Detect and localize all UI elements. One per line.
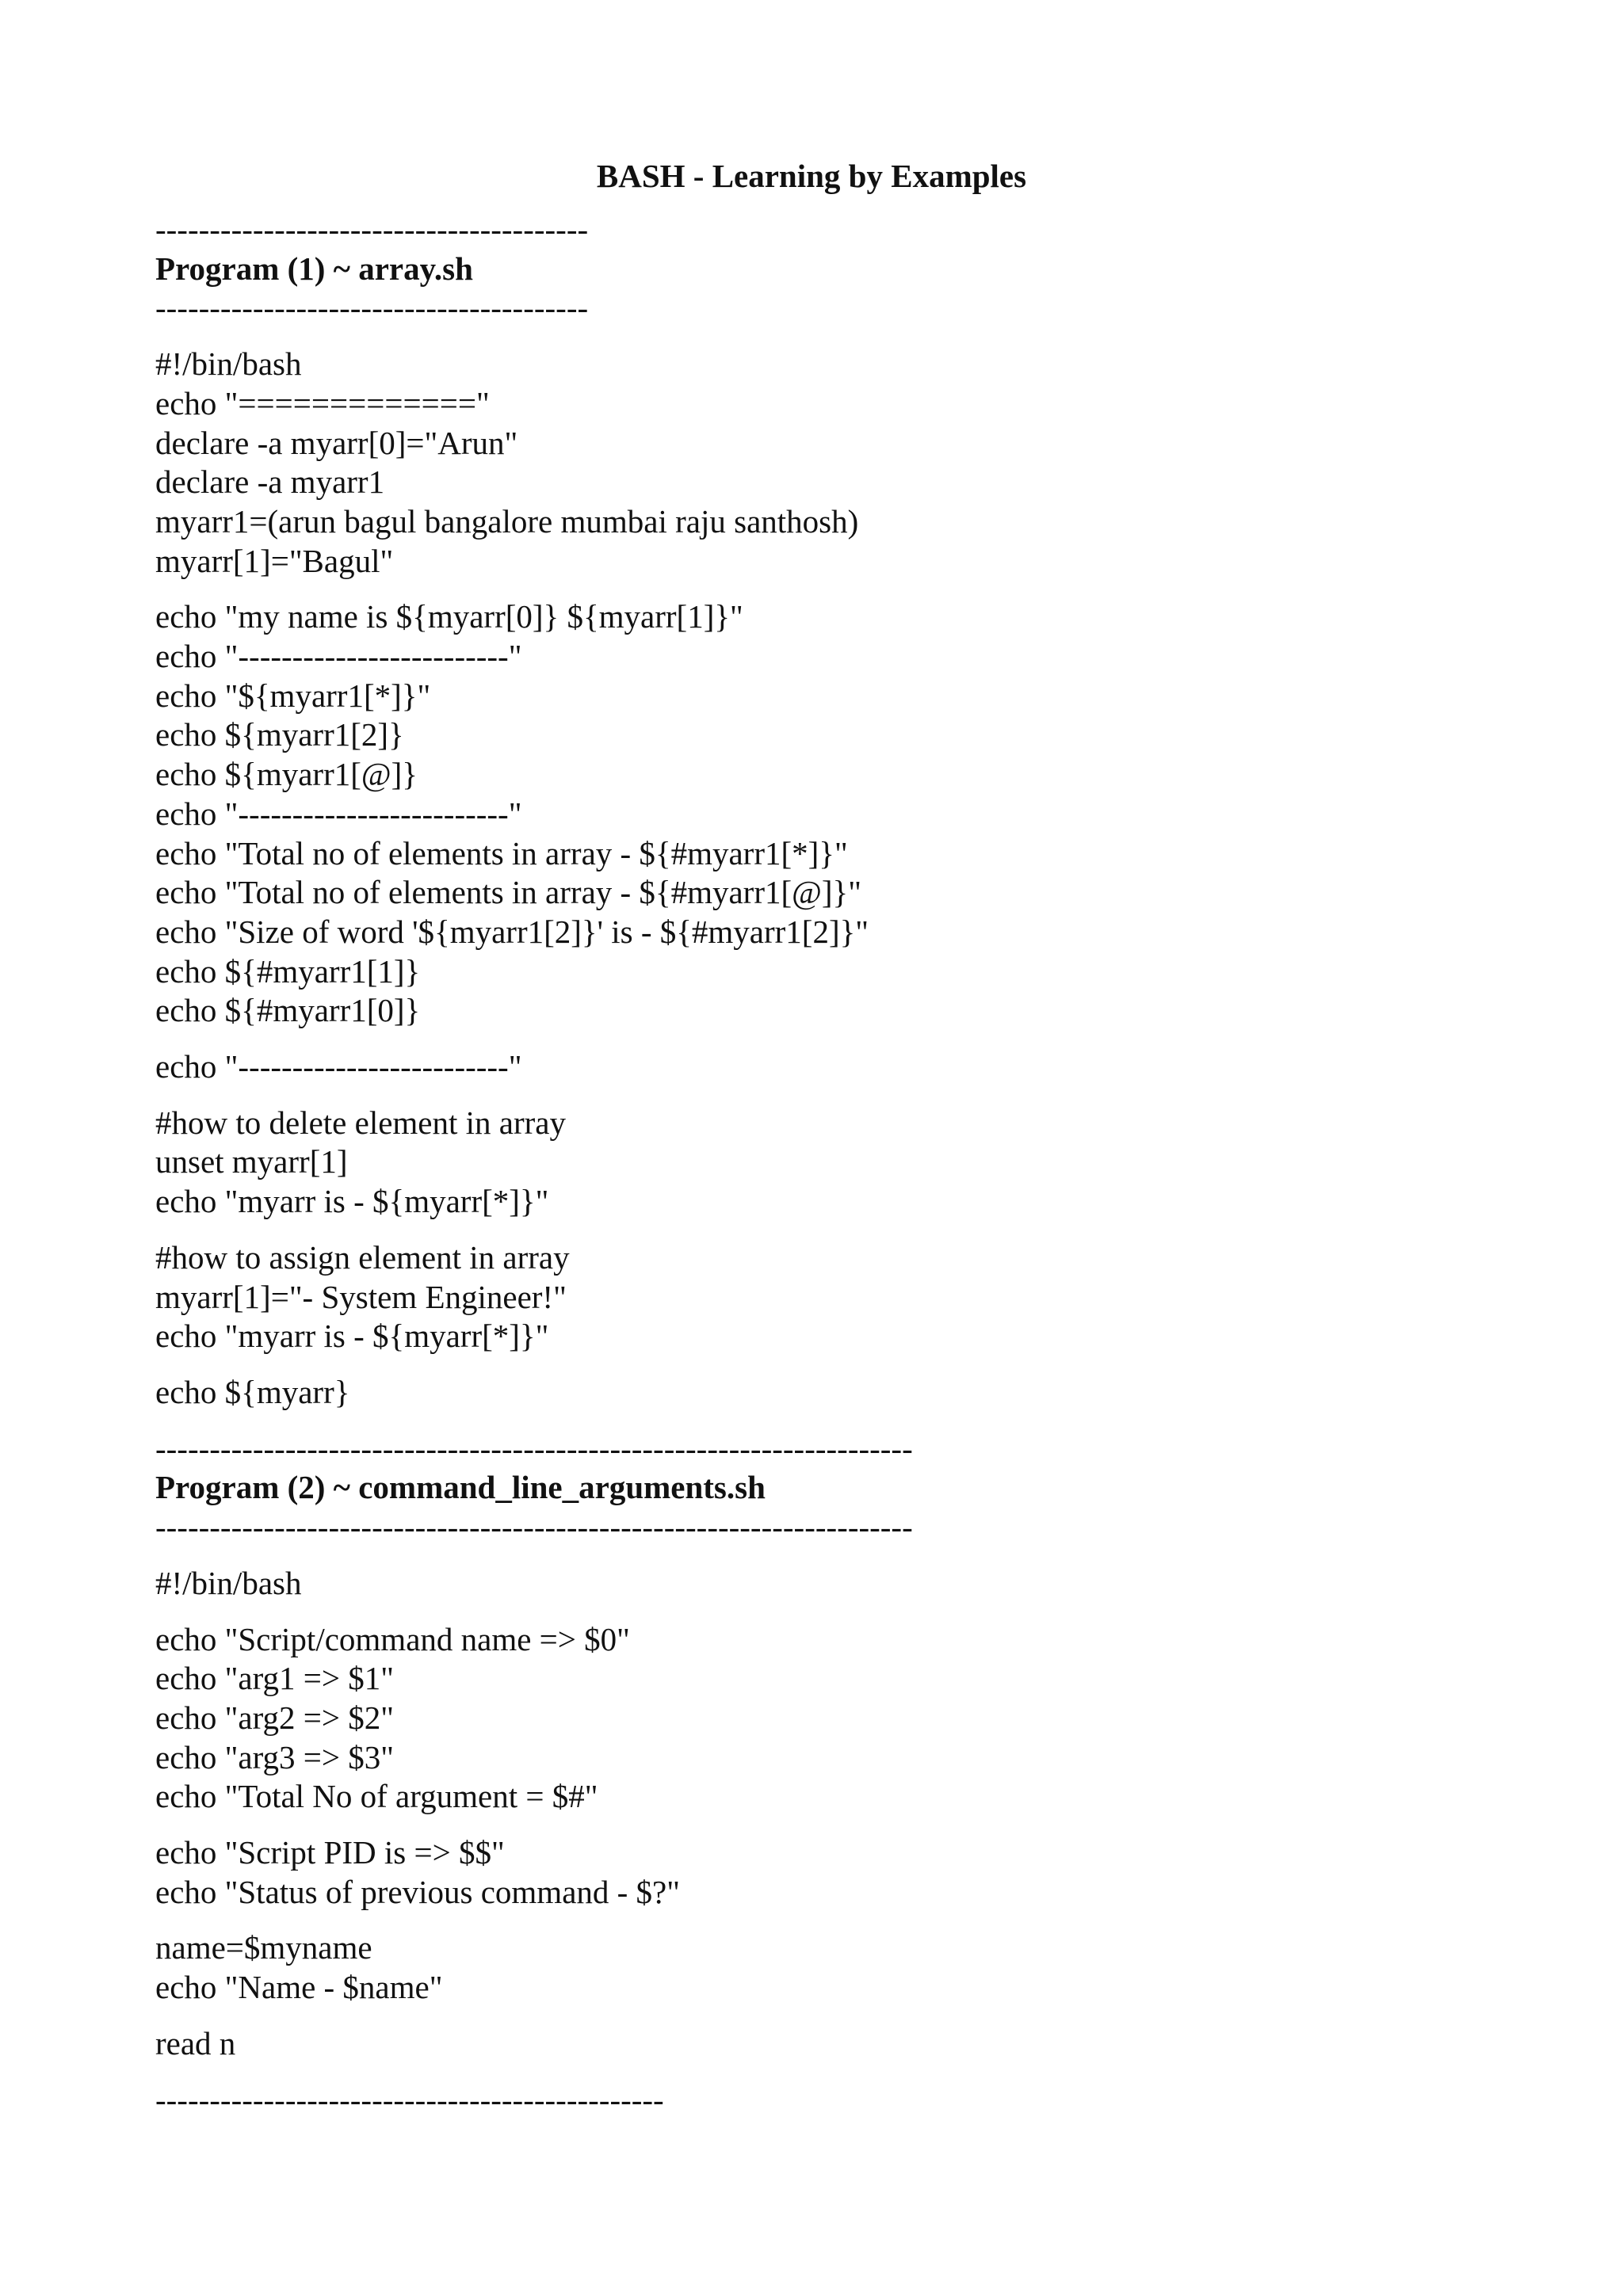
code-line: unset myarr[1] [155,1143,348,1180]
code-line: echo "Total no of elements in array - ${#myarr1[*]}" [155,834,848,871]
code-line: echo ${myarr} [155,1373,350,1410]
code-line: echo "arg1 => $1" [155,1660,394,1697]
section-heading: Program (2) ~ command_line_arguments.sh [155,1469,766,1506]
block-gap [155,1413,1503,1429]
section-heading: Program (1) ~ array.sh [155,250,473,287]
code-line: echo "Name - $name" [155,1969,443,2006]
block-gap [155,1817,1503,1833]
code-block [155,1928,1503,2007]
code-line: #how to delete element in array [155,1104,566,1141]
code-line: declare -a myarr1 [155,463,385,501]
block-gap [155,328,1503,345]
code-block [155,1620,1503,1817]
document-body [155,210,1503,2119]
code-block [155,597,1503,1031]
code-block [155,345,1503,581]
code-line: #how to assign element in array [155,1238,570,1276]
code-line: echo "Total no of elements in array - ${#myarr1[@]}" [155,874,861,911]
block-gap [155,1222,1503,1238]
code-line: echo "Size of word '${myarr1[2]}' is - ${#myarr1[2]}" [155,913,869,950]
code-line: echo "-------------------------" [155,638,522,675]
code-line: echo "-------------------------" [155,1048,522,1085]
block-gap [155,2064,1503,2081]
block-gap [155,1356,1503,1373]
code-block [155,1564,1503,1604]
closing-rule: ----------------------------------------------- [155,2081,664,2118]
block-gap [155,2008,1503,2024]
block-gap [155,1604,1503,1620]
section-rule-top: ---------------------------------------------------------------------- [155,1429,913,1466]
block-gap [155,1547,1503,1564]
code-line: declare -a myarr[0]="Arun" [155,424,518,461]
code-block [155,1833,1503,1912]
code-line: echo ${#myarr1[0]} [155,992,421,1029]
code-line: echo ${myarr1[2]} [155,716,404,753]
code-line: echo "arg3 => $3" [155,1738,394,1775]
code-line: echo "Script PID is => $$" [155,1834,505,1871]
block-gap [155,581,1503,597]
code-line: read n [155,2024,236,2061]
code-line: echo "Script/command name => $0" [155,1620,630,1657]
code-line: echo "-------------------------" [155,795,522,832]
section-rule-bottom: ---------------------------------------------------------------------- [155,1508,913,1546]
code-line: echo "my name is ${myarr[0]} ${myarr[1]}" [155,598,743,635]
code-block [155,1104,1503,1222]
code-block [155,1373,1503,1413]
code-line: echo "Status of previous command - $?" [155,1873,680,1910]
code-block [155,1047,1503,1087]
code-line: echo "${myarr1[*]}" [155,677,431,714]
block-gap [155,1087,1503,1104]
block-gap [155,1031,1503,1047]
block-gap [155,1912,1503,1928]
code-line: myarr1=(arun bagul bangalore mumbai raju santhosh) [155,502,859,540]
section-rule-bottom: ---------------------------------------- [155,289,589,326]
code-line: myarr[1]="- System Engineer!" [155,1278,567,1315]
code-line: echo ${myarr1[@]} [155,756,418,793]
code-line: myarr[1]="Bagul" [155,542,394,579]
code-line: echo "arg2 => $2" [155,1699,394,1736]
code-line: echo ${#myarr1[1]} [155,952,421,990]
code-line: echo "Total No of argument = $#" [155,1778,598,1815]
code-line: name=$myname [155,1929,372,1966]
code-line: echo "=============" [155,384,490,421]
code-line: echo "myarr is - ${myarr[*]}" [155,1318,549,1355]
code-line: echo "myarr is - ${myarr[*]}" [155,1183,549,1220]
page-title: BASH - Learning by Examples [596,158,1027,194]
code-block [155,2024,1503,2064]
section-rule-top: ---------------------------------------- [155,211,589,247]
code-block [155,1238,1503,1356]
code-line: #!/bin/bash [155,345,302,383]
code-line: #!/bin/bash [155,1564,302,1601]
